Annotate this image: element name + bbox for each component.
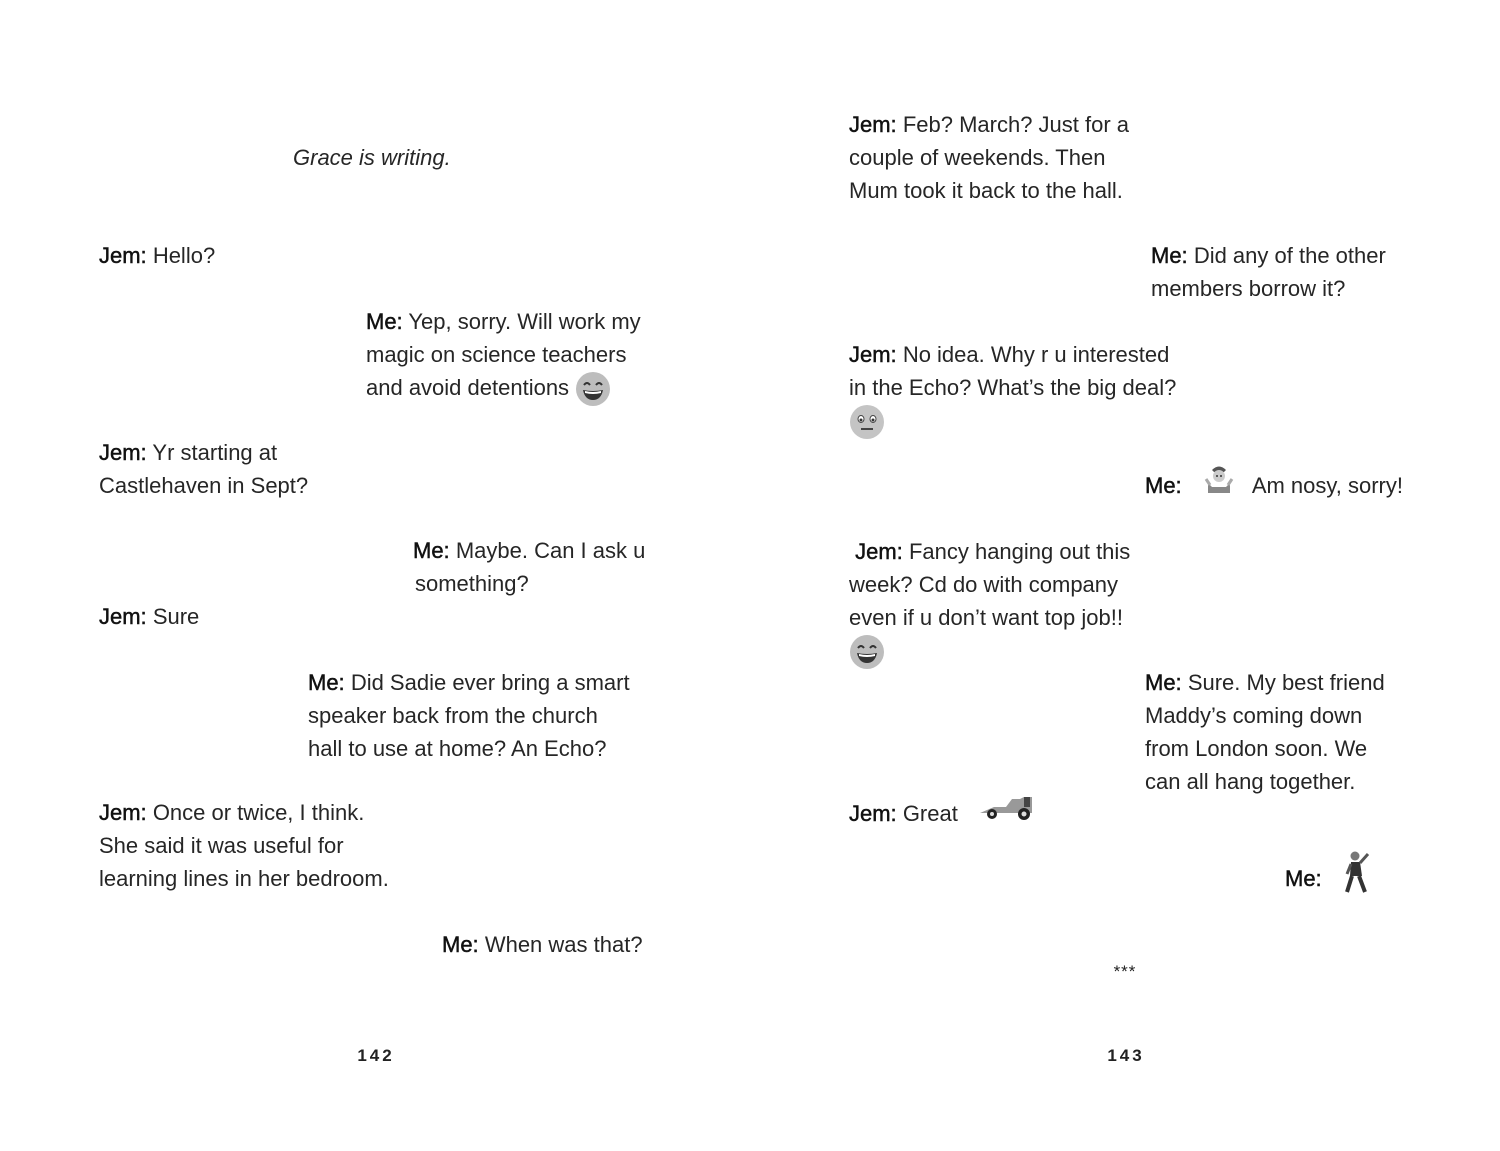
message-text: Great bbox=[902, 801, 958, 826]
message-text: Mum took it back to the hall. bbox=[849, 178, 1123, 203]
message-text: Sure bbox=[152, 604, 200, 629]
message-text: No idea. Why r u interested bbox=[902, 342, 1170, 367]
message-text: learning lines in her bedroom. bbox=[99, 866, 389, 891]
message-jem bbox=[99, 600, 199, 633]
page-right bbox=[750, 0, 1500, 1151]
page-number: 143 bbox=[1107, 1046, 1145, 1065]
message-jem bbox=[849, 535, 1130, 670]
message-text: in the Echo? What’s the big deal? bbox=[849, 375, 1177, 400]
message-text: Am nosy, sorry! bbox=[1251, 473, 1403, 498]
message-me bbox=[413, 534, 645, 600]
speaker: Jem: bbox=[99, 440, 147, 465]
speaker: Jem: bbox=[849, 801, 897, 826]
message-text: Once or twice, I think. bbox=[152, 800, 365, 825]
message-text: from London soon. We bbox=[1145, 736, 1368, 761]
message-me bbox=[1145, 469, 1403, 502]
speaker: Jem: bbox=[99, 800, 147, 825]
message-text: even if u don’t want top job!! bbox=[849, 605, 1123, 630]
racing-car-icon bbox=[978, 795, 1034, 821]
speaker: Me: bbox=[1285, 866, 1322, 891]
message-jem bbox=[849, 797, 1034, 830]
scene-break: *** bbox=[1113, 962, 1137, 981]
message-text: couple of weekends. Then bbox=[849, 145, 1106, 170]
speaker: Jem: bbox=[855, 539, 903, 564]
shrugging-person-icon bbox=[1204, 463, 1234, 493]
message-me bbox=[1151, 239, 1386, 305]
message-me bbox=[308, 666, 630, 765]
message-text: magic on science teachers bbox=[366, 342, 627, 367]
message-me bbox=[442, 928, 643, 961]
speaker: Jem: bbox=[99, 604, 147, 629]
dancing-man-icon bbox=[1342, 850, 1372, 894]
page-number: 142 bbox=[357, 1046, 395, 1065]
speaker: Jem: bbox=[849, 342, 897, 367]
message-text: Sure. My best friend bbox=[1187, 670, 1385, 695]
message-text: When was that? bbox=[484, 932, 643, 957]
message-jem bbox=[849, 108, 1129, 207]
speaker: Me: bbox=[413, 538, 450, 563]
message-text: week? Cd do with company bbox=[849, 572, 1119, 597]
message-text: speaker back from the church bbox=[308, 703, 598, 728]
grinning-face-icon bbox=[849, 634, 885, 670]
message-text: members borrow it? bbox=[1151, 276, 1346, 301]
neutral-face-icon bbox=[849, 404, 885, 440]
message-text: Hello? bbox=[152, 243, 216, 268]
message-text: Yr starting at bbox=[152, 440, 278, 465]
message-text: can all hang together. bbox=[1145, 769, 1356, 794]
message-text: Maddy’s coming down bbox=[1145, 703, 1363, 728]
speaker: Me: bbox=[1145, 670, 1182, 695]
message-text: Yep, sorry. Will work my bbox=[408, 309, 641, 334]
message-text: and avoid detentions bbox=[366, 375, 570, 400]
message-text: Feb? March? Just for a bbox=[902, 112, 1130, 137]
typing-status: Grace is writing. bbox=[293, 145, 451, 170]
speaker: Me: bbox=[442, 932, 479, 957]
speaker: Jem: bbox=[99, 243, 147, 268]
message-text: Castlehaven in Sept? bbox=[99, 473, 309, 498]
message-text: Maybe. Can I ask u bbox=[455, 538, 646, 563]
message-me bbox=[1145, 666, 1385, 798]
message-text: something? bbox=[415, 571, 529, 596]
message-text: hall to use at home? An Echo? bbox=[308, 736, 607, 761]
message-jem bbox=[99, 436, 308, 502]
speaker: Jem: bbox=[849, 112, 897, 137]
message-jem bbox=[99, 796, 389, 895]
message-jem bbox=[99, 239, 215, 272]
message-jem bbox=[849, 338, 1176, 440]
message-text: Fancy hanging out this bbox=[908, 539, 1131, 564]
grinning-face-icon bbox=[575, 371, 611, 407]
speaker: Me: bbox=[1145, 473, 1182, 498]
message-text: Did Sadie ever bring a smart bbox=[350, 670, 630, 695]
speaker: Me: bbox=[1151, 243, 1188, 268]
message-text: Did any of the other bbox=[1193, 243, 1386, 268]
speaker: Me: bbox=[366, 309, 403, 334]
message-me bbox=[366, 305, 641, 404]
message-me bbox=[1285, 862, 1372, 895]
message-text: She said it was useful for bbox=[99, 833, 344, 858]
speaker: Me: bbox=[308, 670, 345, 695]
